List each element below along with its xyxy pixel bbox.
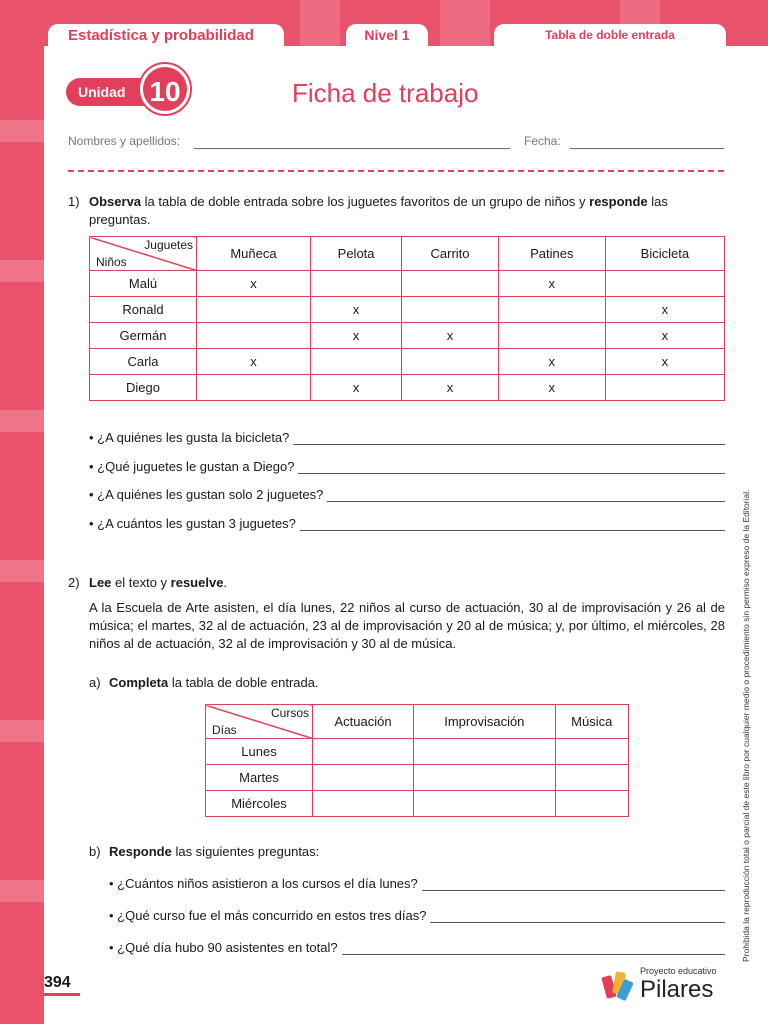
band-square — [0, 260, 44, 282]
mark-cell — [402, 297, 499, 323]
dashed-divider — [68, 170, 724, 172]
mark-cell: x — [498, 375, 605, 401]
ex2-bold-completa: Completa — [109, 675, 169, 690]
logo-title: Pilares — [640, 976, 714, 1003]
mark-cell — [402, 349, 499, 375]
unit-number: 10 — [140, 64, 190, 114]
page-number: 394 — [44, 974, 71, 991]
mark-cell: x — [498, 349, 605, 375]
ex1-bold-observa: Observa — [89, 194, 142, 209]
mark-cell: x — [197, 271, 311, 297]
answer-line[interactable] — [293, 432, 725, 445]
answer-cell[interactable] — [414, 791, 555, 817]
answer-cell[interactable] — [313, 791, 414, 817]
mark-cell — [197, 297, 311, 323]
ex2-bold-responde: Responde — [109, 844, 172, 859]
row-name: Lunes — [206, 739, 313, 765]
question-text: • ¿A quiénes les gusta la bicicleta? — [89, 430, 290, 445]
mark-cell: x — [310, 297, 401, 323]
corner-top-label: Cursos — [270, 706, 309, 720]
row-name: Germán — [90, 323, 197, 349]
row-name: Ronald — [90, 297, 197, 323]
ex1-text-2: las preguntas. — [89, 194, 668, 227]
mark-cell — [498, 297, 605, 323]
mark-cell: x — [605, 297, 724, 323]
mark-cell: x — [310, 375, 401, 401]
table-row — [90, 323, 725, 349]
answer-cell[interactable] — [313, 765, 414, 791]
answer-line[interactable] — [327, 489, 725, 502]
band-square — [0, 880, 44, 902]
mark-cell — [402, 271, 499, 297]
mark-cell: x — [605, 349, 724, 375]
ex2-b-label: b) — [89, 844, 101, 859]
question-item — [89, 487, 725, 502]
answer-cell[interactable] — [414, 765, 555, 791]
question-item — [109, 940, 725, 955]
answer-cell[interactable] — [555, 765, 628, 791]
ex2-paragraph: A la Escuela de Arte asisten, el día lunes, 22 niños al curso de actuación, 30 al de improvisación y 26 al de música; el martes, 32 al de actuación, 23 al de improvisación y 20 al de música; y, por último, el miércoles, 28 niños al de actuación, 32 al de improvisación y 30 al de música. — [89, 600, 725, 651]
mark-cell: x — [498, 271, 605, 297]
table-row — [206, 791, 629, 817]
question-item — [109, 908, 725, 923]
date-label: Fecha: — [524, 134, 561, 148]
row-name: Martes — [206, 765, 313, 791]
question-text: • ¿A quiénes les gustan solo 2 juguetes? — [89, 487, 324, 502]
column-header: Actuación — [313, 705, 414, 739]
ex1-number: 1) — [68, 194, 80, 209]
level-tab: Nivel 1 — [346, 24, 428, 46]
corner-bottom-label: Niños — [96, 255, 127, 269]
ex1-instruction — [89, 193, 725, 229]
page-number-bar — [44, 993, 80, 996]
question-text: • ¿Qué juguetes le gustan a Diego? — [89, 459, 295, 474]
column-header: Improvisación — [414, 705, 555, 739]
ex1-text-1: la tabla de doble entrada sobre los juguetes favoritos de un grupo de niños y — [141, 194, 590, 209]
question-item — [89, 430, 725, 445]
ex2-a-text: la tabla de doble entrada. — [168, 675, 319, 690]
question-text: • ¿Qué curso fue el más concurrido en estos tres días? — [109, 908, 427, 923]
ex2-instruction — [89, 574, 227, 592]
table-row — [206, 765, 629, 791]
left-band — [0, 0, 44, 1024]
question-text: • ¿Qué día hubo 90 asistentes en total? — [109, 940, 338, 955]
corner-bottom-label: Días — [212, 723, 237, 737]
band-square — [0, 560, 44, 582]
unit-label: Unidad — [66, 78, 166, 106]
answer-line[interactable] — [430, 910, 725, 923]
row-name: Carla — [90, 349, 197, 375]
ex1-bold-responde: responde — [589, 194, 648, 209]
row-name: Diego — [90, 375, 197, 401]
answer-line[interactable] — [422, 878, 725, 891]
band-square — [440, 0, 490, 46]
ex2-text-1: el texto y — [111, 575, 171, 590]
mark-cell — [197, 375, 311, 401]
question-text: • ¿Cuántos niños asistieron a los cursos el día lunes? — [109, 876, 418, 891]
mark-cell: x — [605, 323, 724, 349]
answer-cell[interactable] — [313, 739, 414, 765]
area-tab: Estadística y probabilidad — [48, 24, 284, 46]
toys-corner-cell — [90, 237, 197, 271]
column-header: Música — [555, 705, 628, 739]
mark-cell — [605, 271, 724, 297]
band-square — [0, 120, 44, 142]
unit-badge — [66, 64, 190, 116]
table-row — [90, 349, 725, 375]
ex2-a-label: a) — [89, 675, 101, 690]
table-row — [90, 271, 725, 297]
answer-cell[interactable] — [555, 739, 628, 765]
mark-cell: x — [402, 323, 499, 349]
ex2-number: 2) — [68, 575, 80, 590]
answer-line[interactable] — [298, 461, 725, 474]
band-square — [0, 720, 44, 742]
mark-cell — [310, 349, 401, 375]
answer-cell[interactable] — [555, 791, 628, 817]
toys-table — [89, 236, 725, 401]
table-row — [90, 297, 725, 323]
question-text: • ¿A cuántos les gustan 3 juguetes? — [89, 516, 296, 531]
question-item — [89, 459, 725, 474]
mark-cell: x — [310, 323, 401, 349]
answer-line[interactable] — [300, 518, 725, 531]
column-header: Carrito — [402, 237, 499, 271]
ex2-bold-resuelve: resuelve — [170, 575, 224, 590]
mark-cell — [310, 271, 401, 297]
ex2-text-2: . — [223, 575, 228, 590]
mark-cell: x — [197, 349, 311, 375]
answer-cell[interactable] — [414, 739, 555, 765]
ex2-bold-lee: Lee — [89, 575, 112, 590]
table-row — [206, 739, 629, 765]
corner-top-label: Juguetes — [144, 238, 193, 252]
copyright-text: Prohibida la reproducción total o parcial de este libro por cualquier medio o procedimiento sin permiso expreso de la Editorial. — [741, 489, 751, 962]
mark-cell: x — [402, 375, 499, 401]
column-header: Pelota — [310, 237, 401, 271]
pilares-logo-icon — [600, 968, 636, 1004]
topic-tab: Tabla de doble entrada — [494, 24, 726, 46]
band-square — [300, 0, 340, 46]
column-header: Patines — [498, 237, 605, 271]
table-row — [90, 375, 725, 401]
mark-cell — [605, 375, 724, 401]
mark-cell — [197, 323, 311, 349]
band-square — [0, 410, 44, 432]
courses-table — [205, 704, 629, 817]
name-label: Nombres y apellidos: — [68, 134, 181, 148]
row-name: Miércoles — [206, 791, 313, 817]
date-field[interactable] — [570, 148, 724, 149]
page-title: Ficha de trabajo — [292, 78, 479, 108]
answer-line[interactable] — [342, 942, 725, 955]
ex2-a-instruction — [109, 674, 319, 692]
name-field[interactable] — [194, 148, 510, 149]
ex2-b-text: las siguientes preguntas: — [171, 844, 320, 859]
publisher-logo — [600, 966, 730, 1006]
question-item — [109, 876, 725, 891]
column-header: Bicicleta — [605, 237, 724, 271]
mark-cell — [498, 323, 605, 349]
question-item — [89, 516, 725, 531]
ex2-b-instruction — [109, 843, 319, 861]
logo-subtitle: Proyecto educativo — [640, 966, 717, 976]
courses-corner-cell — [206, 705, 313, 739]
column-header: Muñeca — [197, 237, 311, 271]
copyright-note — [741, 432, 753, 962]
row-name: Malú — [90, 271, 197, 297]
